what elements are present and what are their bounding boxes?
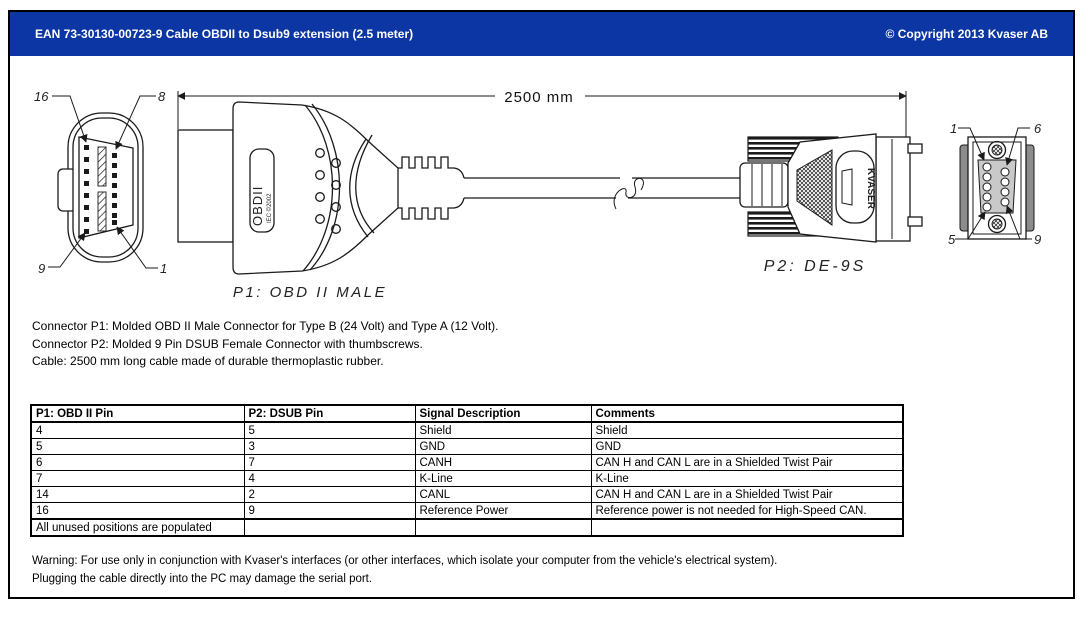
dsub-pin-label-9: 9 xyxy=(1034,232,1042,247)
table-cell: 9 xyxy=(244,503,415,520)
obd-pin-label-9: 9 xyxy=(38,261,46,276)
table-cell: 16 xyxy=(31,503,244,520)
p1-connector-label: P1: OBD II MALE xyxy=(232,284,388,301)
dsub-pin-label-5: 5 xyxy=(948,232,956,247)
table-header-p1-pin: P1: OBD II Pin xyxy=(31,405,244,422)
table-cell: CAN H and CAN L are in a Shielded Twist Pair xyxy=(591,487,903,503)
table-cell: GND xyxy=(415,439,591,455)
table-footer-row xyxy=(31,519,903,536)
warning-line-1: Warning: For use only in conjunction with Kvaser's interfaces (or other interfaces, which isolate your computer from the vehicle's electrical system). xyxy=(32,555,778,567)
p2-connector-label: P2: DE-9S xyxy=(763,258,867,275)
table-cell: 7 xyxy=(244,455,415,471)
description-line-cable: Cable: 2500 mm long cable made of durable thermoplastic rubber. xyxy=(32,354,384,368)
obd-pin-label-16: 16 xyxy=(34,89,49,104)
table-header-row xyxy=(31,405,903,422)
table-cell: CANH xyxy=(415,455,591,471)
pin-mapping-table xyxy=(30,404,904,537)
warning-line-2: Plugging the cable directly into the PC may damage the serial port. xyxy=(32,573,373,585)
table-header-p2-pin: P2: DSUB Pin xyxy=(244,405,415,422)
table-cell xyxy=(244,519,415,536)
table-cell: K-Line xyxy=(591,471,903,487)
document-page xyxy=(8,10,1075,599)
table-cell: 4 xyxy=(244,471,415,487)
p1-molded-text: OBDII xyxy=(250,185,265,226)
table-cell: 5 xyxy=(31,439,244,455)
title-bar xyxy=(10,12,1073,56)
copyright-text: © Copyright 2013 Kvaser AB xyxy=(885,27,1048,41)
table-row xyxy=(31,439,903,455)
table-cell: 2 xyxy=(244,487,415,503)
dsub-pin-label-6: 6 xyxy=(1034,121,1042,136)
connector-description xyxy=(32,318,498,371)
table-cell: 7 xyxy=(31,471,244,487)
table-header-comments: Comments xyxy=(591,405,903,422)
obd-pin-label-1: 1 xyxy=(160,261,168,276)
document-title: EAN 73-30130-00723-9 Cable OBDII to Dsub9 extension (2.5 meter) xyxy=(35,27,414,41)
dsub-face-view xyxy=(948,121,1042,247)
table-cell: CAN H and CAN L are in a Shielded Twist Pair xyxy=(591,455,903,471)
table-cell: CANL xyxy=(415,487,591,503)
p1-molded-text-small: IEC ©2002 xyxy=(267,193,273,223)
dsub-pin-label-1: 1 xyxy=(950,121,958,136)
table-row xyxy=(31,503,903,520)
p2-connector xyxy=(740,134,922,275)
table-cell: 14 xyxy=(31,487,244,503)
table-row xyxy=(31,455,903,471)
table-cell: K-Line xyxy=(415,471,591,487)
cable-diagram xyxy=(10,87,1073,305)
table-row xyxy=(31,422,903,439)
table-cell xyxy=(415,519,591,536)
table-cell: GND xyxy=(591,439,903,455)
description-line-p1: Connector P1: Molded OBD II Male Connector for Type B (24 Volt) and Type A (12 Volt). xyxy=(32,319,499,333)
dimension-label: 2500 mm xyxy=(504,89,574,106)
obd-face-view xyxy=(34,89,167,276)
table-cell: Reference Power xyxy=(415,503,591,520)
obd-pin-label-8: 8 xyxy=(158,89,166,104)
table-cell: 3 xyxy=(244,439,415,455)
table-cell: 5 xyxy=(244,422,415,439)
table-footer-note: All unused positions are populated xyxy=(31,519,244,536)
table-cell: Shield xyxy=(415,422,591,439)
table-row xyxy=(31,487,903,503)
table-header-signal: Signal Description xyxy=(415,405,591,422)
warning-text xyxy=(32,552,777,588)
p1-connector xyxy=(178,102,464,301)
table-cell: Shield xyxy=(591,422,903,439)
description-line-p2: Connector P2: Molded 9 Pin DSUB Female Connector with thumbscrews. xyxy=(32,336,423,351)
p2-molded-text: KVASER xyxy=(865,168,876,209)
table-cell: Reference power is not needed for High-Speed CAN. xyxy=(591,503,903,520)
table-row xyxy=(31,471,903,487)
table-cell xyxy=(591,519,903,536)
table-cell: 4 xyxy=(31,422,244,439)
table-cell: 6 xyxy=(31,455,244,471)
cable xyxy=(464,178,740,209)
